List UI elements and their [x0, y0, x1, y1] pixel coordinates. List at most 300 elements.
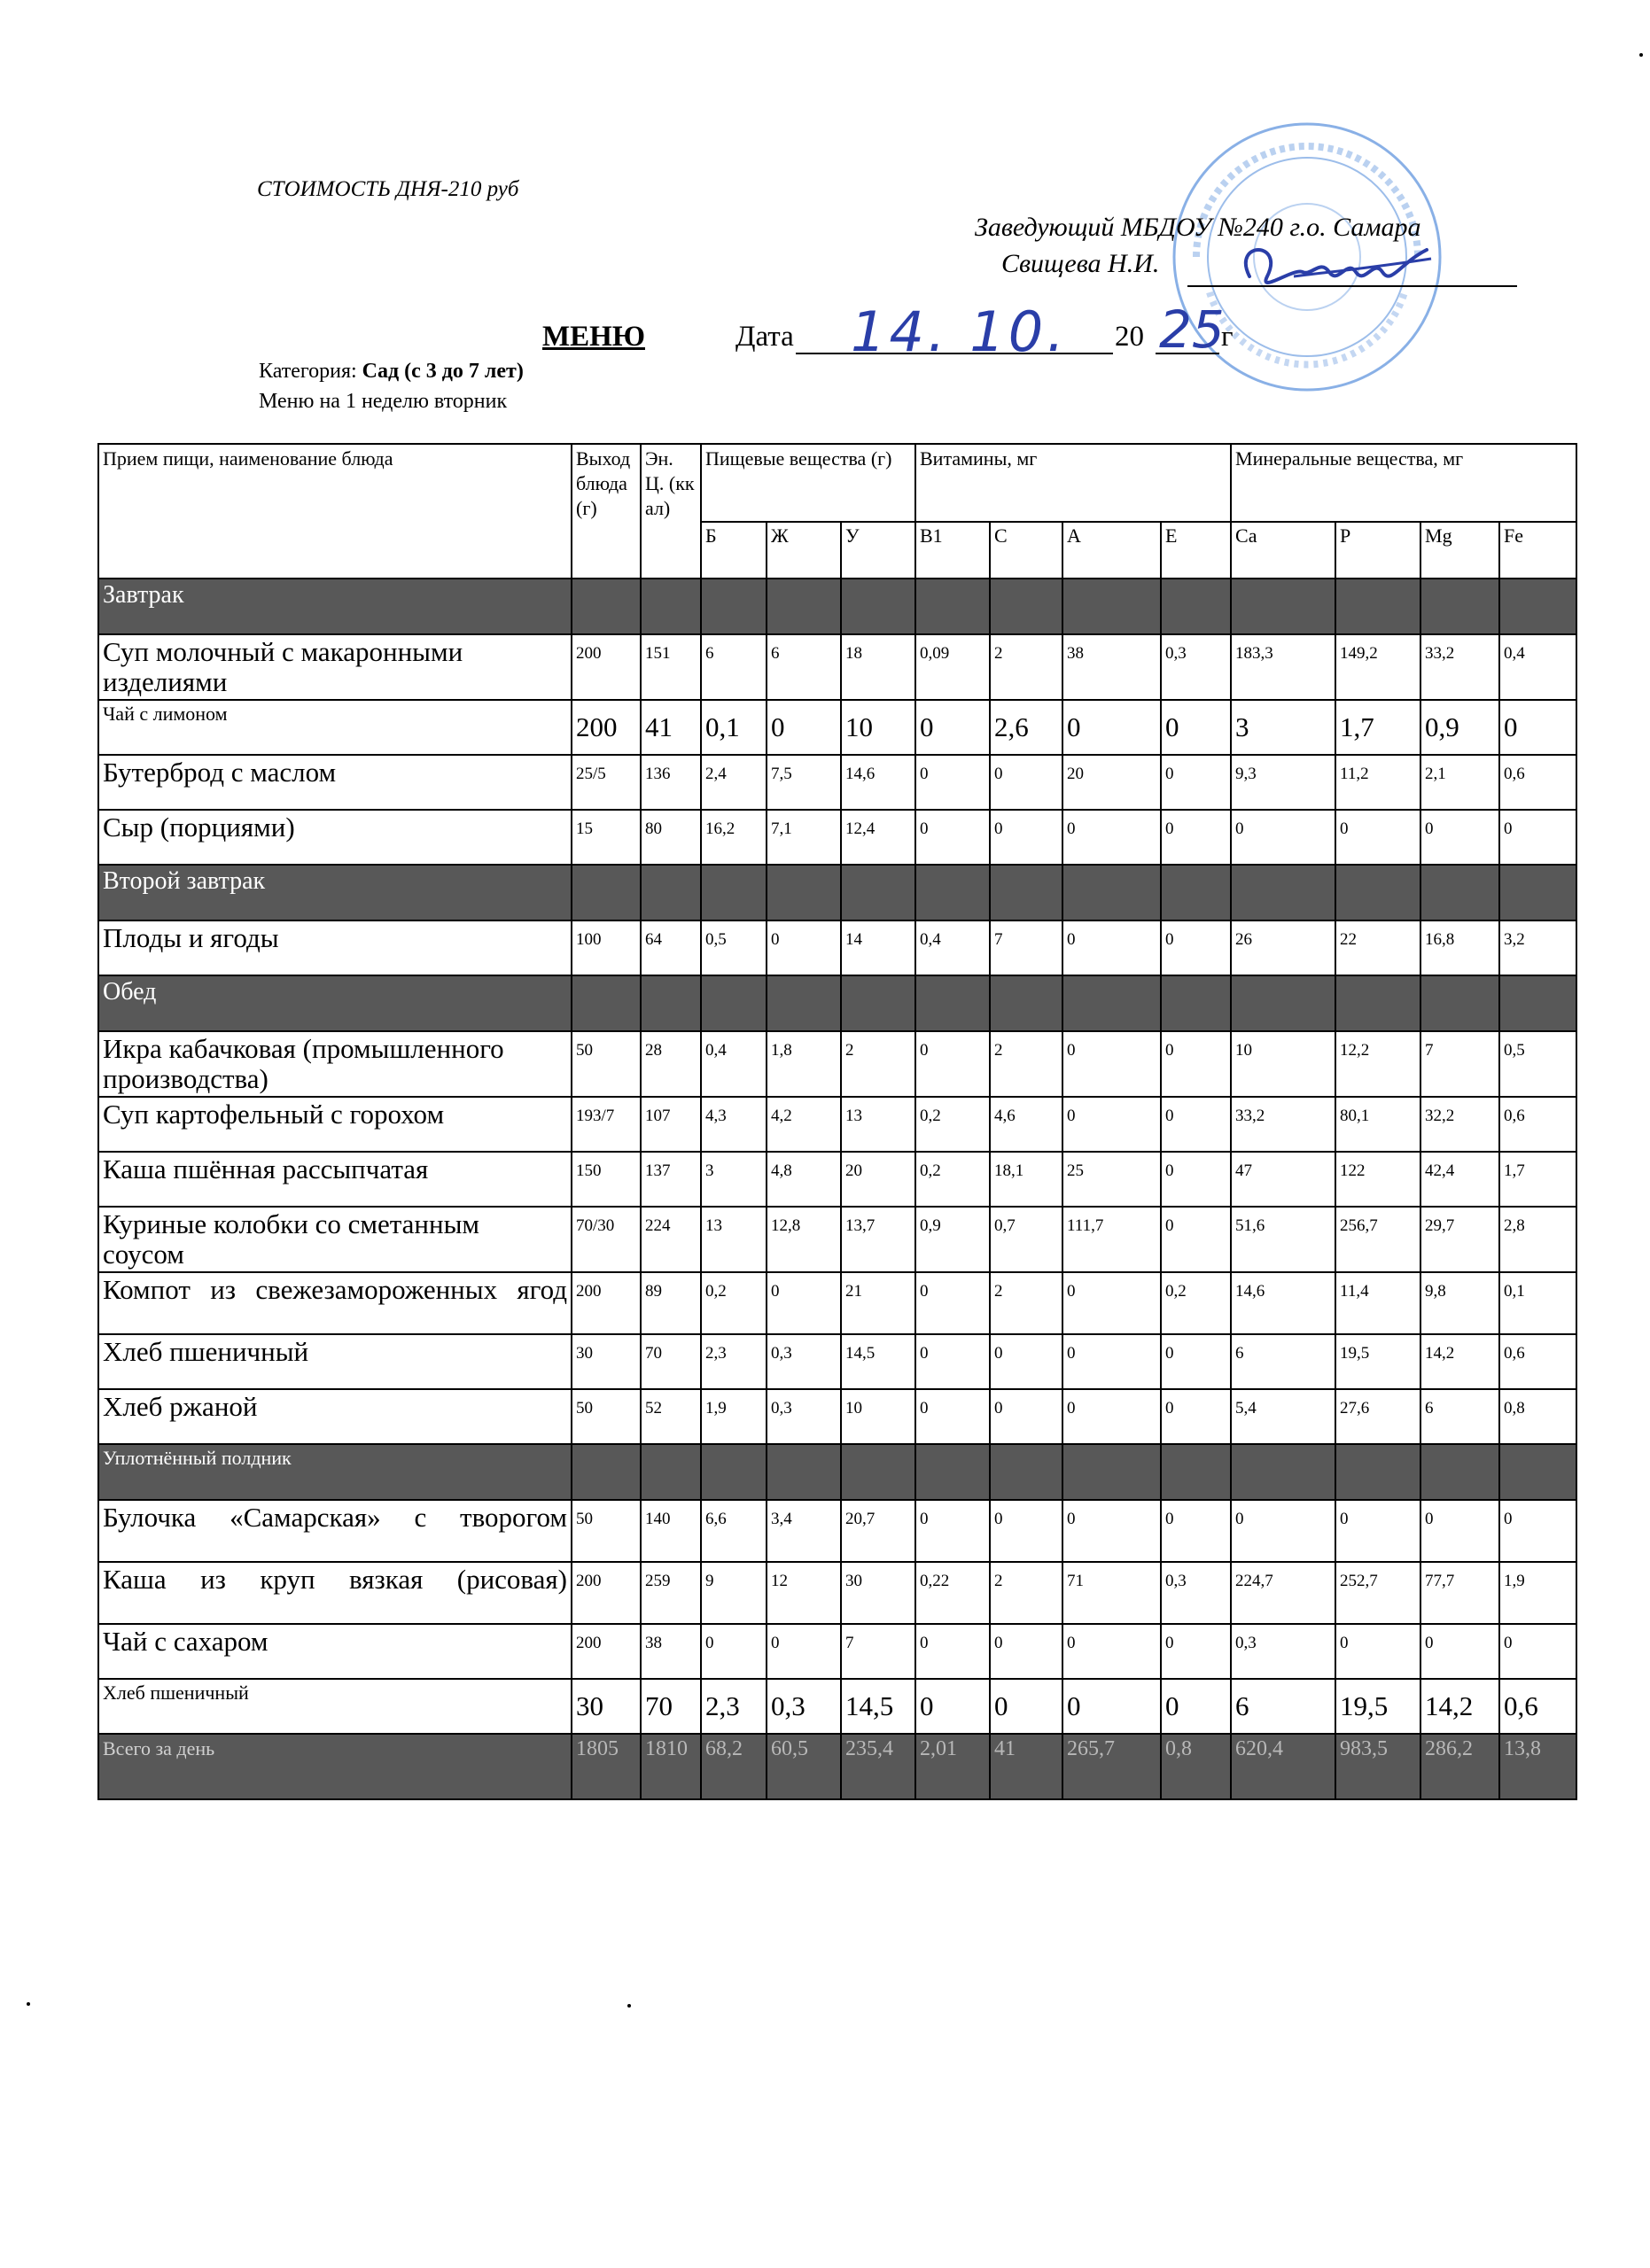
dish-name: Булочка «Самарская» с творогом	[98, 1500, 572, 1562]
value-cell: 12,8	[767, 1207, 841, 1272]
value-cell: 12	[767, 1562, 841, 1624]
value-cell: 0,4	[1499, 634, 1576, 700]
value-cell: 27,6	[1335, 1389, 1420, 1444]
value-cell: 0,4	[915, 920, 990, 975]
section-fill	[990, 865, 1062, 920]
value-cell: 107	[641, 1097, 701, 1152]
value-cell: 80,1	[1335, 1097, 1420, 1152]
category	[259, 360, 524, 384]
week-label: Меню на 1 неделю вторник	[259, 390, 508, 413]
total-cell: 68,2	[701, 1734, 767, 1799]
value-cell: 0	[915, 1624, 990, 1679]
value-cell: 0,3	[767, 1334, 841, 1389]
section-fill	[701, 865, 767, 920]
value-cell: 2,3	[701, 1679, 767, 1734]
value-cell: 140	[641, 1500, 701, 1562]
value-cell: 30	[572, 1679, 641, 1734]
value-cell: 150	[572, 1152, 641, 1207]
total-cell: 60,5	[767, 1734, 841, 1799]
value-cell: 9,8	[1420, 1272, 1499, 1334]
total-cell: 265,7	[1062, 1734, 1161, 1799]
value-cell: 15	[572, 810, 641, 865]
value-cell: 2	[990, 1272, 1062, 1334]
col-vitamins: Витамины, мг	[915, 444, 1231, 522]
total-cell: 286,2	[1420, 1734, 1499, 1799]
value-cell: 0	[990, 755, 1062, 810]
section-fill	[915, 865, 990, 920]
menu-title: МЕНЮ	[542, 321, 645, 353]
section-fill	[701, 579, 767, 634]
section-fill	[990, 579, 1062, 634]
table-row	[98, 1152, 1576, 1207]
value-cell: 0,9	[915, 1207, 990, 1272]
menu-table	[97, 443, 1577, 1800]
value-cell: 0	[1420, 1500, 1499, 1562]
value-cell: 136	[641, 755, 701, 810]
section-fill	[1420, 1444, 1499, 1500]
value-cell: 7	[841, 1624, 915, 1679]
value-cell: 4,3	[701, 1097, 767, 1152]
section-fill	[1499, 975, 1576, 1031]
value-cell: 18,1	[990, 1152, 1062, 1207]
value-cell: 0	[1161, 1679, 1231, 1734]
value-cell: 200	[572, 700, 641, 755]
total-cell: 13,8	[1499, 1734, 1576, 1799]
dish-name: Хлеб пшеничный	[98, 1334, 572, 1389]
col-nutrients: Пищевые вещества (г)	[701, 444, 915, 522]
value-cell: 0,22	[915, 1562, 990, 1624]
value-cell: 0,6	[1499, 1334, 1576, 1389]
value-cell: 16,8	[1420, 920, 1499, 975]
value-cell: 32,2	[1420, 1097, 1499, 1152]
value-cell: 0	[767, 700, 841, 755]
dish-name: Каша пшённая рассыпчатая	[98, 1152, 572, 1207]
value-cell: 0	[915, 810, 990, 865]
value-cell: 0,3	[767, 1679, 841, 1734]
section-row	[98, 975, 1576, 1031]
section-fill	[1420, 975, 1499, 1031]
value-cell: 14,5	[841, 1334, 915, 1389]
section-fill	[1231, 975, 1335, 1031]
value-cell: 25/5	[572, 755, 641, 810]
value-cell: 7,1	[767, 810, 841, 865]
section-fill	[767, 579, 841, 634]
value-cell: 7	[1420, 1031, 1499, 1097]
value-cell: 50	[572, 1500, 641, 1562]
section-fill	[915, 579, 990, 634]
dish-name: Куриные колобки со сметанным соусом	[98, 1207, 572, 1272]
section-title: Завтрак	[98, 579, 572, 634]
value-cell: 6,6	[701, 1500, 767, 1562]
value-cell: 52	[641, 1389, 701, 1444]
value-cell: 7,5	[767, 755, 841, 810]
value-cell: 224	[641, 1207, 701, 1272]
section-row	[98, 865, 1576, 920]
value-cell: 0	[915, 1031, 990, 1097]
table-row	[98, 1624, 1576, 1679]
total-label: Всего за день	[98, 1734, 572, 1799]
section-title: Обед	[98, 975, 572, 1031]
dish-name: Компот из свежезамороженных ягод	[98, 1272, 572, 1334]
value-cell: 0,6	[1499, 755, 1576, 810]
value-cell: 0	[1499, 700, 1576, 755]
value-cell: 0	[1161, 1389, 1231, 1444]
value-cell: 0,2	[1161, 1272, 1231, 1334]
value-cell: 0	[1231, 1500, 1335, 1562]
value-cell: 0	[915, 700, 990, 755]
section-fill	[767, 865, 841, 920]
section-fill	[1231, 865, 1335, 920]
value-cell: 26	[1231, 920, 1335, 975]
value-cell: 14,2	[1420, 1679, 1499, 1734]
category-value: Сад (с 3 до 7 лет)	[362, 360, 524, 383]
section-fill	[572, 1444, 641, 1500]
value-cell: 42,4	[1420, 1152, 1499, 1207]
dish-name: Суп картофельный с горохом	[98, 1097, 572, 1152]
value-cell: 50	[572, 1389, 641, 1444]
value-cell: 100	[572, 920, 641, 975]
section-fill	[1231, 579, 1335, 634]
value-cell: 0	[990, 810, 1062, 865]
section-fill	[701, 975, 767, 1031]
value-cell: 10	[841, 1389, 915, 1444]
value-cell: 1,9	[1499, 1562, 1576, 1624]
total-cell: 2,01	[915, 1734, 990, 1799]
value-cell: 0	[1335, 810, 1420, 865]
value-cell: 0,2	[701, 1272, 767, 1334]
value-cell: 1,9	[701, 1389, 767, 1444]
section-fill	[572, 579, 641, 634]
value-cell: 0	[767, 1624, 841, 1679]
value-cell: 2,3	[701, 1334, 767, 1389]
section-fill	[1161, 579, 1231, 634]
value-cell: 10	[1231, 1031, 1335, 1097]
value-cell: 6	[767, 634, 841, 700]
subcol-9: Mg	[1420, 522, 1499, 579]
section-fill	[572, 865, 641, 920]
value-cell: 16,2	[701, 810, 767, 865]
value-cell: 1,8	[767, 1031, 841, 1097]
value-cell: 0	[915, 755, 990, 810]
value-cell: 200	[572, 1624, 641, 1679]
scan-speck	[627, 2004, 631, 2008]
dish-name: Хлеб пшеничный	[98, 1679, 572, 1734]
value-cell: 2,1	[1420, 755, 1499, 810]
section-fill	[1335, 1444, 1420, 1500]
value-cell: 0	[1161, 810, 1231, 865]
dish-name: Каша из круп вязкая (рисовая)	[98, 1562, 572, 1624]
dish-name: Сыр (порциями)	[98, 810, 572, 865]
total-cell: 1810	[641, 1734, 701, 1799]
value-cell: 22	[1335, 920, 1420, 975]
value-cell: 0	[1062, 1097, 1161, 1152]
table-row	[98, 1207, 1576, 1272]
table-row	[98, 1031, 1576, 1097]
dish-name: Плоды и ягоды	[98, 920, 572, 975]
subcol-0: Б	[701, 522, 767, 579]
section-fill	[1499, 865, 1576, 920]
value-cell: 0	[1161, 755, 1231, 810]
total-cell: 41	[990, 1734, 1062, 1799]
value-cell: 200	[572, 634, 641, 700]
value-cell: 9,3	[1231, 755, 1335, 810]
table-row	[98, 1500, 1576, 1562]
year-handwritten: 25	[1159, 299, 1225, 360]
value-cell: 2	[841, 1031, 915, 1097]
value-cell: 0,4	[701, 1031, 767, 1097]
value-cell: 151	[641, 634, 701, 700]
dish-name: Суп молочный с макаронными изделиями	[98, 634, 572, 700]
section-row	[98, 579, 1576, 634]
value-cell: 2,8	[1499, 1207, 1576, 1272]
section-fill	[1335, 579, 1420, 634]
value-cell: 0	[915, 1272, 990, 1334]
subcol-8: P	[1335, 522, 1420, 579]
year-suffix: г	[1221, 321, 1234, 353]
scan-speck	[27, 2002, 30, 2006]
value-cell: 20,7	[841, 1500, 915, 1562]
value-cell: 30	[841, 1562, 915, 1624]
value-cell: 0	[990, 1334, 1062, 1389]
total-cell: 0,8	[1161, 1734, 1231, 1799]
section-fill	[641, 1444, 701, 1500]
table-row	[98, 810, 1576, 865]
table-row	[98, 1272, 1576, 1334]
value-cell: 21	[841, 1272, 915, 1334]
value-cell: 80	[641, 810, 701, 865]
value-cell: 38	[641, 1624, 701, 1679]
subcol-2: У	[841, 522, 915, 579]
value-cell: 149,2	[1335, 634, 1420, 700]
value-cell: 122	[1335, 1152, 1420, 1207]
value-cell: 33,2	[1231, 1097, 1335, 1152]
value-cell: 1,7	[1335, 700, 1420, 755]
value-cell: 0	[1161, 1152, 1231, 1207]
value-cell: 11,2	[1335, 755, 1420, 810]
section-fill	[990, 1444, 1062, 1500]
col-energy: Эн. Ц. (ккал)	[641, 444, 701, 579]
value-cell: 0	[915, 1334, 990, 1389]
value-cell: 6	[701, 634, 767, 700]
total-cell: 1805	[572, 1734, 641, 1799]
value-cell: 0	[1161, 700, 1231, 755]
dish-name: Бутерброд с маслом	[98, 755, 572, 810]
value-cell: 0,1	[1499, 1272, 1576, 1334]
value-cell: 0	[915, 1389, 990, 1444]
value-cell: 0	[1335, 1500, 1420, 1562]
value-cell: 252,7	[1335, 1562, 1420, 1624]
section-fill	[1161, 1444, 1231, 1500]
value-cell: 4,2	[767, 1097, 841, 1152]
section-row	[98, 1444, 1576, 1500]
value-cell: 0	[701, 1624, 767, 1679]
value-cell: 47	[1231, 1152, 1335, 1207]
section-fill	[1062, 1444, 1161, 1500]
value-cell: 3,2	[1499, 920, 1576, 975]
subcol-5: A	[1062, 522, 1161, 579]
approver-name: Свищева Н.И.	[1001, 249, 1160, 278]
value-cell: 0,2	[915, 1152, 990, 1207]
value-cell: 200	[572, 1272, 641, 1334]
subcol-3: B1	[915, 522, 990, 579]
section-fill	[767, 975, 841, 1031]
value-cell: 0	[1062, 1500, 1161, 1562]
value-cell: 3	[701, 1152, 767, 1207]
value-cell: 0,2	[915, 1097, 990, 1152]
value-cell: 0	[990, 1389, 1062, 1444]
subcol-6: E	[1161, 522, 1231, 579]
value-cell: 4,8	[767, 1152, 841, 1207]
value-cell: 6	[1231, 1334, 1335, 1389]
value-cell: 0,5	[1499, 1031, 1576, 1097]
section-fill	[1062, 579, 1161, 634]
section-fill	[1161, 975, 1231, 1031]
value-cell: 256,7	[1335, 1207, 1420, 1272]
value-cell: 0	[1161, 1500, 1231, 1562]
value-cell: 0	[1062, 1334, 1161, 1389]
category-label: Категория:	[259, 360, 357, 383]
col-yield: Выход блюда (г)	[572, 444, 641, 579]
total-cell: 983,5	[1335, 1734, 1420, 1799]
year-prefix: 20	[1115, 321, 1144, 353]
dish-name: Икра кабачковая (промышленного производства)	[98, 1031, 572, 1097]
section-fill	[1161, 865, 1231, 920]
value-cell: 14	[841, 920, 915, 975]
total-cell: 620,4	[1231, 1734, 1335, 1799]
value-cell: 28	[641, 1031, 701, 1097]
col-dish: Прием пищи, наименование блюда	[98, 444, 572, 579]
subcol-4: C	[990, 522, 1062, 579]
subcol-10: Fe	[1499, 522, 1576, 579]
value-cell: 0	[1161, 1097, 1231, 1152]
section-fill	[915, 1444, 990, 1500]
value-cell: 25	[1062, 1152, 1161, 1207]
value-cell: 0	[915, 1500, 990, 1562]
value-cell: 19,5	[1335, 1679, 1420, 1734]
section-fill	[990, 975, 1062, 1031]
value-cell: 0	[1499, 1500, 1576, 1562]
section-fill	[1231, 1444, 1335, 1500]
subcol-1: Ж	[767, 522, 841, 579]
section-fill	[841, 579, 915, 634]
table-row	[98, 1389, 1576, 1444]
section-fill	[767, 1444, 841, 1500]
table-row	[98, 700, 1576, 755]
value-cell: 70/30	[572, 1207, 641, 1272]
table-header-row	[98, 444, 1576, 522]
value-cell: 0	[1420, 810, 1499, 865]
value-cell: 2,6	[990, 700, 1062, 755]
value-cell: 11,4	[1335, 1272, 1420, 1334]
value-cell: 0,3	[767, 1389, 841, 1444]
value-cell: 2	[990, 1562, 1062, 1624]
value-cell: 29,7	[1420, 1207, 1499, 1272]
value-cell: 1,7	[1499, 1152, 1576, 1207]
section-fill	[701, 1444, 767, 1500]
value-cell: 0	[1062, 1272, 1161, 1334]
value-cell: 12,2	[1335, 1031, 1420, 1097]
value-cell: 2	[990, 1031, 1062, 1097]
value-cell: 0	[1231, 810, 1335, 865]
section-fill	[915, 975, 990, 1031]
dish-name: Чай с лимоном	[98, 700, 572, 755]
value-cell: 0	[1420, 1624, 1499, 1679]
value-cell: 3	[1231, 700, 1335, 755]
value-cell: 71	[1062, 1562, 1161, 1624]
value-cell: 3,4	[767, 1500, 841, 1562]
table-row	[98, 1334, 1576, 1389]
subcol-7: Ca	[1231, 522, 1335, 579]
value-cell: 0,6	[1499, 1679, 1576, 1734]
value-cell: 0	[1062, 1679, 1161, 1734]
value-cell: 224,7	[1231, 1562, 1335, 1624]
section-fill	[641, 975, 701, 1031]
date-handwritten: 14. 10.	[851, 299, 1068, 364]
value-cell: 89	[641, 1272, 701, 1334]
value-cell: 0	[1161, 1624, 1231, 1679]
value-cell: 0	[1062, 1624, 1161, 1679]
table-row	[98, 755, 1576, 810]
value-cell: 0,5	[701, 920, 767, 975]
section-fill	[1420, 579, 1499, 634]
value-cell: 10	[841, 700, 915, 755]
section-fill	[1335, 865, 1420, 920]
scan-speck	[1639, 53, 1643, 57]
section-fill	[841, 975, 915, 1031]
section-fill	[841, 865, 915, 920]
table-row	[98, 1679, 1576, 1734]
value-cell: 38	[1062, 634, 1161, 700]
col-minerals: Минеральные вещества, мг	[1231, 444, 1576, 522]
value-cell: 0,1	[701, 700, 767, 755]
value-cell: 13	[841, 1097, 915, 1152]
approver-title: Заведующий МБДОУ №240 г.о. Самара	[975, 213, 1421, 242]
value-cell: 0	[990, 1500, 1062, 1562]
value-cell: 14,6	[1231, 1272, 1335, 1334]
value-cell: 0,09	[915, 634, 990, 700]
value-cell: 4,6	[990, 1097, 1062, 1152]
value-cell: 0,3	[1161, 1562, 1231, 1624]
value-cell: 2	[990, 634, 1062, 700]
section-fill	[572, 975, 641, 1031]
value-cell: 50	[572, 1031, 641, 1097]
section-fill	[1420, 865, 1499, 920]
value-cell: 33,2	[1420, 634, 1499, 700]
value-cell: 0	[1499, 810, 1576, 865]
section-fill	[641, 579, 701, 634]
value-cell: 20	[841, 1152, 915, 1207]
value-cell: 12,4	[841, 810, 915, 865]
table-row	[98, 1097, 1576, 1152]
value-cell: 0	[1161, 1031, 1231, 1097]
table-row	[98, 634, 1576, 700]
total-cell: 235,4	[841, 1734, 915, 1799]
value-cell: 14,6	[841, 755, 915, 810]
section-title: Уплотнённый полдник	[98, 1444, 572, 1500]
value-cell: 41	[641, 700, 701, 755]
value-cell: 137	[641, 1152, 701, 1207]
value-cell: 13,7	[841, 1207, 915, 1272]
value-cell: 18	[841, 634, 915, 700]
section-fill	[1335, 975, 1420, 1031]
value-cell: 0	[915, 1679, 990, 1734]
day-cost: СТОИМОСТЬ ДНЯ-210 руб	[257, 177, 519, 201]
signature	[1223, 232, 1436, 303]
value-cell: 200	[572, 1562, 641, 1624]
section-title: Второй завтрак	[98, 865, 572, 920]
value-cell: 0	[1499, 1624, 1576, 1679]
table-row	[98, 920, 1576, 975]
